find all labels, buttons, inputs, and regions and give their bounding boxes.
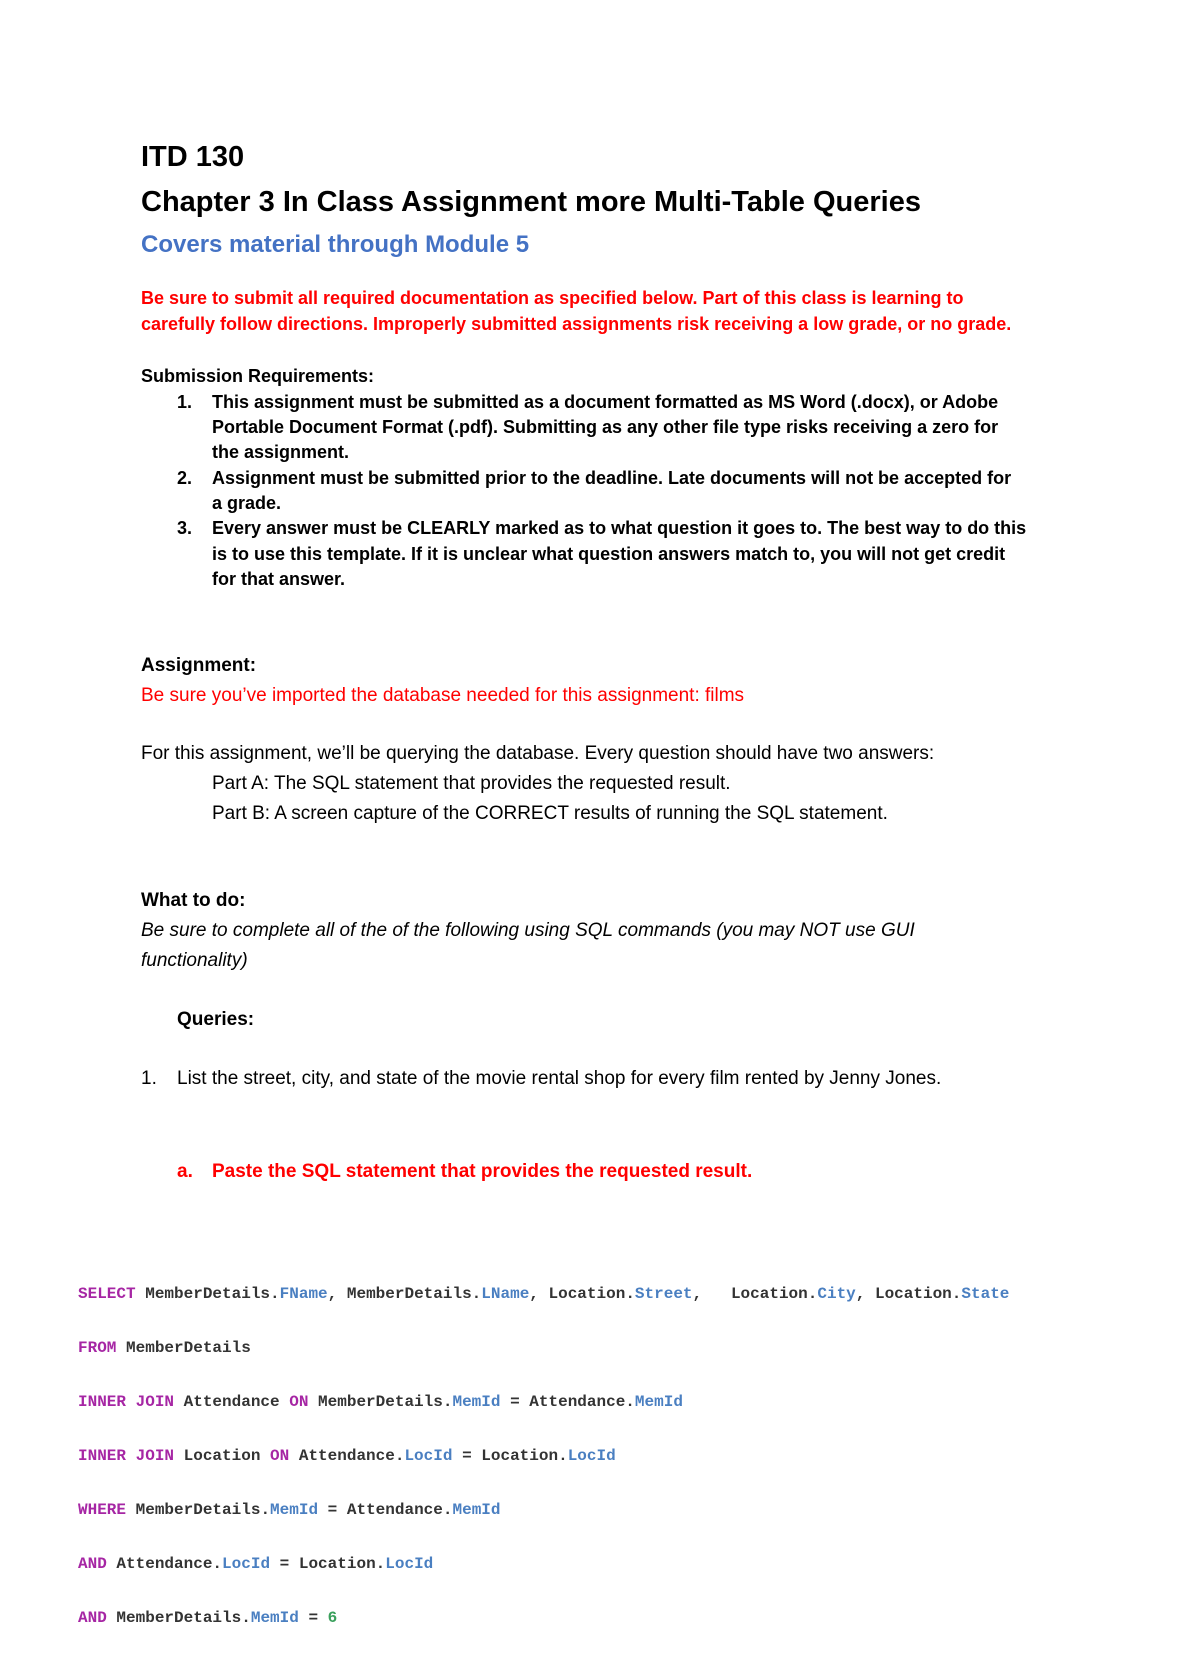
sql-text: MemberDetails bbox=[116, 1339, 251, 1357]
submission-item-2-line-2: a grade. bbox=[212, 493, 282, 513]
document-subtitle: Covers material through Module 5 bbox=[141, 231, 530, 258]
sql-line-2 bbox=[78, 1339, 1009, 1357]
sql-field: LocId bbox=[222, 1555, 271, 1573]
submission-heading: Submission Requirements: bbox=[141, 366, 375, 386]
sql-field: LocId bbox=[404, 1447, 453, 1465]
course-code: ITD 130 bbox=[141, 141, 245, 173]
sql-field: State bbox=[961, 1285, 1010, 1303]
sql-number: 6 bbox=[327, 1609, 338, 1627]
sql-text: , Location. bbox=[692, 1285, 818, 1303]
sql-text: Attendance. bbox=[289, 1447, 405, 1465]
sql-field: MemId bbox=[634, 1393, 683, 1411]
assignment-part-a: Part A: The SQL statement that provides the requested result. bbox=[212, 773, 731, 794]
sql-keyword: INNER JOIN bbox=[78, 1393, 175, 1411]
question-1a-letter: a. bbox=[177, 1161, 193, 1182]
sql-field: City bbox=[817, 1285, 856, 1303]
sql-text: = Location. bbox=[452, 1447, 568, 1465]
question-1-number: 1. bbox=[141, 1068, 157, 1089]
what-to-do-line-2: functionality) bbox=[141, 950, 248, 971]
sql-text: MemberDetails. bbox=[308, 1393, 453, 1411]
submission-item-1-line-1: This assignment must be submitted as a document formatted as MS Word (.docx), or Adobe bbox=[212, 392, 999, 412]
assignment-part-b: Part B: A screen capture of the CORRECT results of running the SQL statement. bbox=[212, 803, 888, 824]
question-1a-text: Paste the SQL statement that provides the requested result. bbox=[212, 1161, 753, 1182]
sql-keyword: INNER JOIN bbox=[78, 1447, 175, 1465]
sql-field: MemId bbox=[452, 1501, 501, 1519]
sql-line-4 bbox=[78, 1447, 1009, 1465]
submission-item-3-line-3: for that answer. bbox=[212, 569, 346, 589]
sql-keyword: FROM bbox=[78, 1339, 117, 1357]
sql-field: Street bbox=[634, 1285, 693, 1303]
submission-item-3-line-2: is to use this template. If it is unclear what question answers match to, you will not get credit bbox=[212, 544, 1006, 564]
sql-keyword: AND bbox=[78, 1609, 107, 1627]
warning-line-1: Be sure to submit all required documentation as specified below. Part of this class is learning to bbox=[141, 288, 964, 308]
sql-text: MemberDetails. bbox=[106, 1609, 251, 1627]
sql-keyword: ON bbox=[270, 1447, 290, 1465]
submission-item-3-line-1: Every answer must be CLEARLY marked as to what question it goes to. The best way to do this bbox=[212, 518, 1027, 538]
submission-item-1-line-3: the assignment. bbox=[212, 442, 350, 462]
submission-item-2-number: 2. bbox=[177, 468, 193, 488]
sql-field: LName bbox=[481, 1285, 530, 1303]
assignment-heading: Assignment: bbox=[141, 655, 257, 676]
sql-keyword: WHERE bbox=[78, 1501, 127, 1519]
sql-line-1 bbox=[78, 1285, 1009, 1303]
submission-item-1-line-2: Portable Document Format (.pdf). Submitting as any other file type risks receiving a zero for bbox=[212, 417, 999, 437]
sql-text: , Location. bbox=[529, 1285, 635, 1303]
sql-text: = Location. bbox=[270, 1555, 386, 1573]
sql-line-6 bbox=[78, 1555, 1009, 1573]
what-to-do-line-1: Be sure to complete all of the of the following using SQL commands (you may NOT use GUI bbox=[141, 920, 915, 941]
sql-text: , MemberDetails. bbox=[327, 1285, 482, 1303]
sql-text: MemberDetails. bbox=[135, 1285, 280, 1303]
sql-field: LocId bbox=[385, 1555, 434, 1573]
what-to-do-heading: What to do: bbox=[141, 890, 246, 911]
submission-item-3-number: 3. bbox=[177, 518, 193, 538]
sql-field: MemId bbox=[452, 1393, 501, 1411]
sql-text: Attendance. bbox=[106, 1555, 223, 1573]
sql-keyword: ON bbox=[289, 1393, 309, 1411]
sql-text: Location bbox=[174, 1447, 271, 1465]
sql-line-7 bbox=[78, 1609, 1009, 1627]
assignment-database-note: Be sure you’ve imported the database needed for this assignment: films bbox=[141, 685, 745, 706]
sql-code-block bbox=[78, 1249, 1009, 1663]
submission-item-2-line-1: Assignment must be submitted prior to the deadline. Late documents will not be accepted for bbox=[212, 468, 1012, 488]
submission-item-1-number: 1. bbox=[177, 392, 193, 412]
warning-line-2: carefully follow directions. Improperly submitted assignments risk receiving a low grade, or no grade. bbox=[141, 314, 1012, 334]
sql-line-5 bbox=[78, 1501, 1009, 1519]
sql-text: = bbox=[298, 1609, 328, 1627]
sql-field: MemId bbox=[250, 1609, 299, 1627]
sql-field: LocId bbox=[567, 1447, 616, 1465]
assignment-intro: For this assignment, we’ll be querying the database. Every question should have two answers: bbox=[141, 743, 935, 764]
sql-line-3 bbox=[78, 1393, 1009, 1411]
sql-text: = Attendance. bbox=[318, 1501, 453, 1519]
document-title: Chapter 3 In Class Assignment more Multi-Table Queries bbox=[141, 186, 921, 218]
sql-field: MemId bbox=[270, 1501, 319, 1519]
sql-field: FName bbox=[279, 1285, 328, 1303]
sql-keyword: AND bbox=[78, 1555, 107, 1573]
question-1-text: List the street, city, and state of the movie rental shop for every film rented by Jenny Jones. bbox=[177, 1068, 942, 1089]
sql-keyword: SELECT bbox=[78, 1285, 136, 1303]
sql-text: Attendance bbox=[174, 1393, 290, 1411]
sql-text: = Attendance. bbox=[500, 1393, 635, 1411]
sql-text: MemberDetails. bbox=[126, 1501, 271, 1519]
sql-text: , Location. bbox=[855, 1285, 962, 1303]
queries-heading: Queries: bbox=[177, 1009, 255, 1030]
